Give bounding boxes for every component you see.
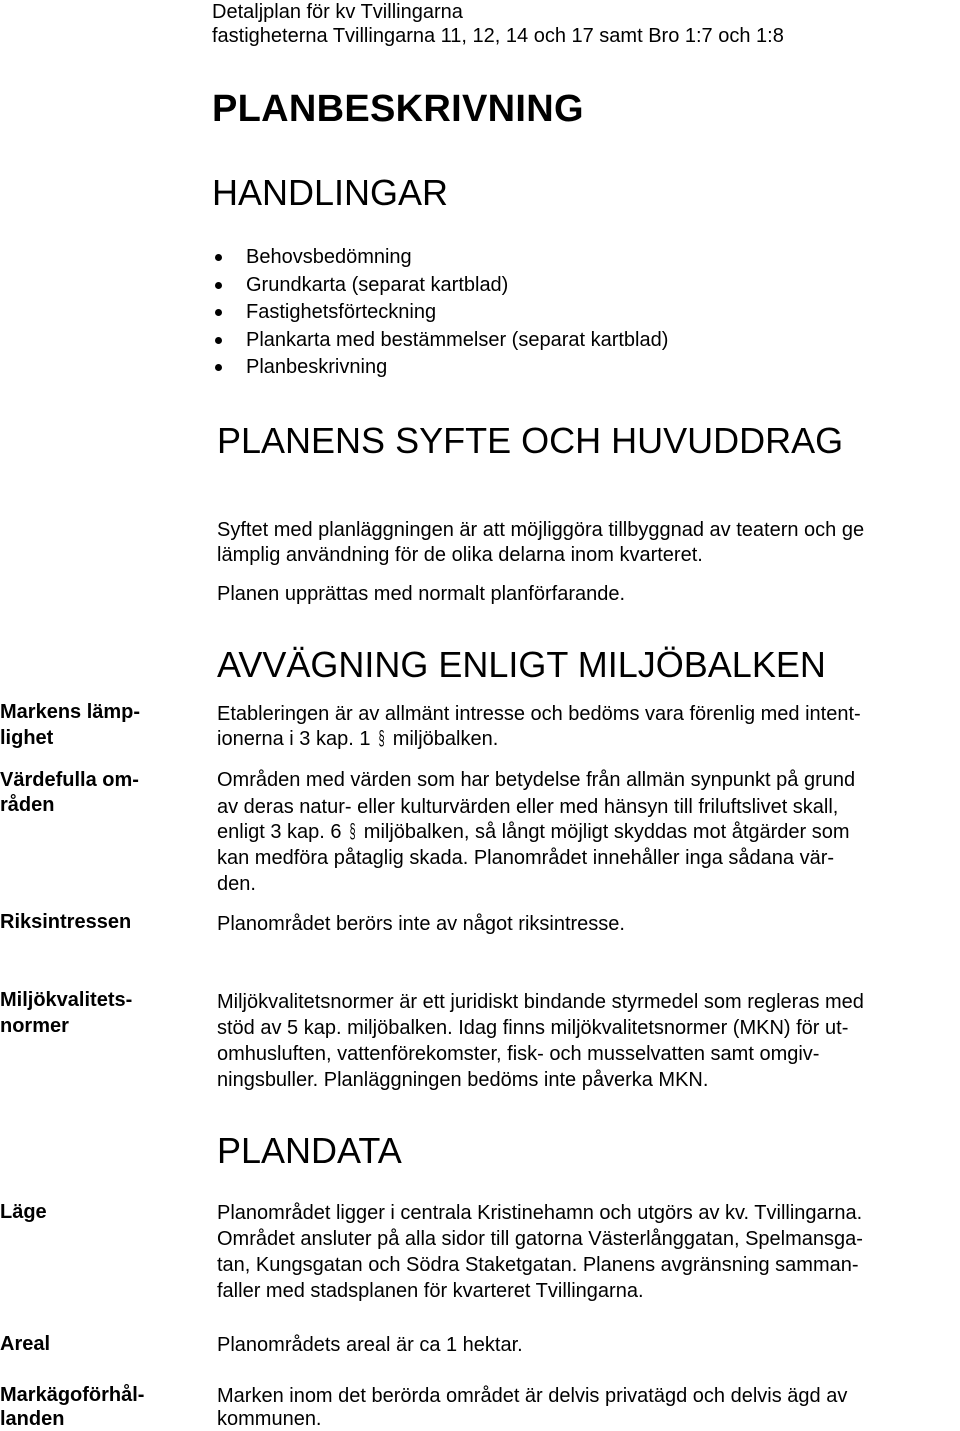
markens-text-line: Etableringen är av allmänt intresse och bedöms vara förenlig med intent- bbox=[217, 703, 861, 725]
lage-text-line: Planområdet ligger i centrala Kristinehamn och utgörs av kv. Tvillingarna. bbox=[217, 1202, 863, 1224]
bullet-icon bbox=[215, 282, 222, 289]
vardefulla-text-line: den. bbox=[217, 873, 256, 895]
documents-list bbox=[212, 244, 668, 382]
areal-text: Planområdets areal är ca 1 hektar. bbox=[217, 1334, 523, 1356]
bullet-icon bbox=[215, 364, 222, 371]
heading-handlingar: HANDLINGAR bbox=[212, 172, 449, 213]
section-sign: § bbox=[349, 821, 356, 843]
page-title: PLANBESKRIVNING bbox=[212, 88, 584, 130]
heading-syfte: PLANENS SYFTE OCH HUVUDDRAG bbox=[217, 420, 844, 461]
side-label-miljokvalitetsnormer: Miljökvalitets- bbox=[0, 989, 133, 1011]
mkn-text-line: stöd av 5 kap. miljöbalken. Idag finns miljökvalitetsnormer (MKN) för ut- bbox=[217, 1017, 849, 1039]
mkn-text-line: ningsbuller. Planläggningen bedöms inte påverka MKN. bbox=[217, 1069, 709, 1091]
doc-header-line1: Detaljplan för kv Tvillingarna bbox=[212, 1, 463, 23]
bullet-icon bbox=[215, 337, 222, 344]
vardefulla-text-line: Områden med värden som har betydelse från allmän synpunkt på grund bbox=[217, 769, 856, 791]
side-label-markens-lamplighet: Markens lämp- bbox=[0, 701, 141, 723]
markens-text-line: ionerna i 3 kap. 1 § miljöbalken. bbox=[217, 728, 499, 750]
list-item: Plankarta med bestämmelser (separat kartblad) bbox=[212, 327, 668, 355]
section-sign: § bbox=[378, 728, 385, 750]
side-label-markens-lamplighet-cont: lighet bbox=[0, 727, 54, 749]
bullet-icon bbox=[215, 309, 222, 316]
side-label-vardefulla-omraden-cont: råden bbox=[0, 794, 55, 816]
syfte-text-line: lämplig användning för de olika delarna inom kvarteret. bbox=[217, 544, 703, 566]
side-label-lage: Läge bbox=[0, 1201, 47, 1223]
side-label-miljokvalitetsnormer-cont: normer bbox=[0, 1015, 69, 1037]
heading-plandata: PLANDATA bbox=[217, 1130, 402, 1171]
list-item: Planbeskrivning bbox=[212, 354, 668, 382]
heading-avvagning: AVVÄGNING ENLIGT MILJÖBALKEN bbox=[217, 644, 826, 685]
vardefulla-text-line: kan medföra påtaglig skada. Planområdet innehåller inga sådana vär- bbox=[217, 847, 835, 869]
syfte-text-line: Syftet med planläggningen är att möjliggöra tillbyggnad av teatern och ge bbox=[217, 519, 865, 541]
list-item: Grundkarta (separat kartblad) bbox=[212, 272, 668, 300]
lage-text-line: faller med stadsplanen för kvarteret Tvillingarna. bbox=[217, 1280, 644, 1302]
vardefulla-text-line: enligt 3 kap. 6 § miljöbalken, så långt möjligt skyddas mot åtgärder som bbox=[217, 821, 850, 843]
markagare-text-line: kommunen. bbox=[217, 1408, 322, 1430]
side-label-markagoforhallanden-cont: landen bbox=[0, 1408, 65, 1430]
mkn-text-line: omhusluften, vattenförekomster, fisk- och musselvatten samt omgiv- bbox=[217, 1043, 820, 1065]
vardefulla-text-line: av deras natur- eller kulturvärden eller med hänsyn till friluftslivet skall, bbox=[217, 796, 839, 818]
side-label-vardefulla-omraden: Värdefulla om- bbox=[0, 769, 139, 791]
bullet-icon bbox=[215, 254, 222, 261]
riksintressen-text: Planområdet berörs inte av något riksintresse. bbox=[217, 913, 625, 935]
side-label-markagoforhallanden: Markägoförhål- bbox=[0, 1384, 145, 1406]
markagare-text-line: Marken inom det berörda området är delvis privatägd och delvis ägd av bbox=[217, 1385, 848, 1407]
lage-text-line: Området ansluter på alla sidor till gatorna Västerlånggatan, Spelmansga- bbox=[217, 1228, 863, 1250]
doc-header-line2: fastigheterna Tvillingarna 11, 12, 14 och 17 samt Bro 1:7 och 1:8 bbox=[212, 25, 784, 47]
side-label-riksintressen: Riksintressen bbox=[0, 911, 132, 933]
list-item: Behovsbedömning bbox=[212, 244, 668, 272]
list-item: Fastighetsförteckning bbox=[212, 299, 668, 327]
lage-text-line: tan, Kungsgatan och Södra Staketgatan. Planens avgränsning samman- bbox=[217, 1254, 859, 1276]
syfte-procedure-text: Planen upprättas med normalt planförfarande. bbox=[217, 583, 626, 605]
side-label-areal: Areal bbox=[0, 1333, 51, 1355]
mkn-text-line: Miljökvalitetsnormer är ett juridiskt bindande styrmedel som regleras med bbox=[217, 991, 864, 1013]
